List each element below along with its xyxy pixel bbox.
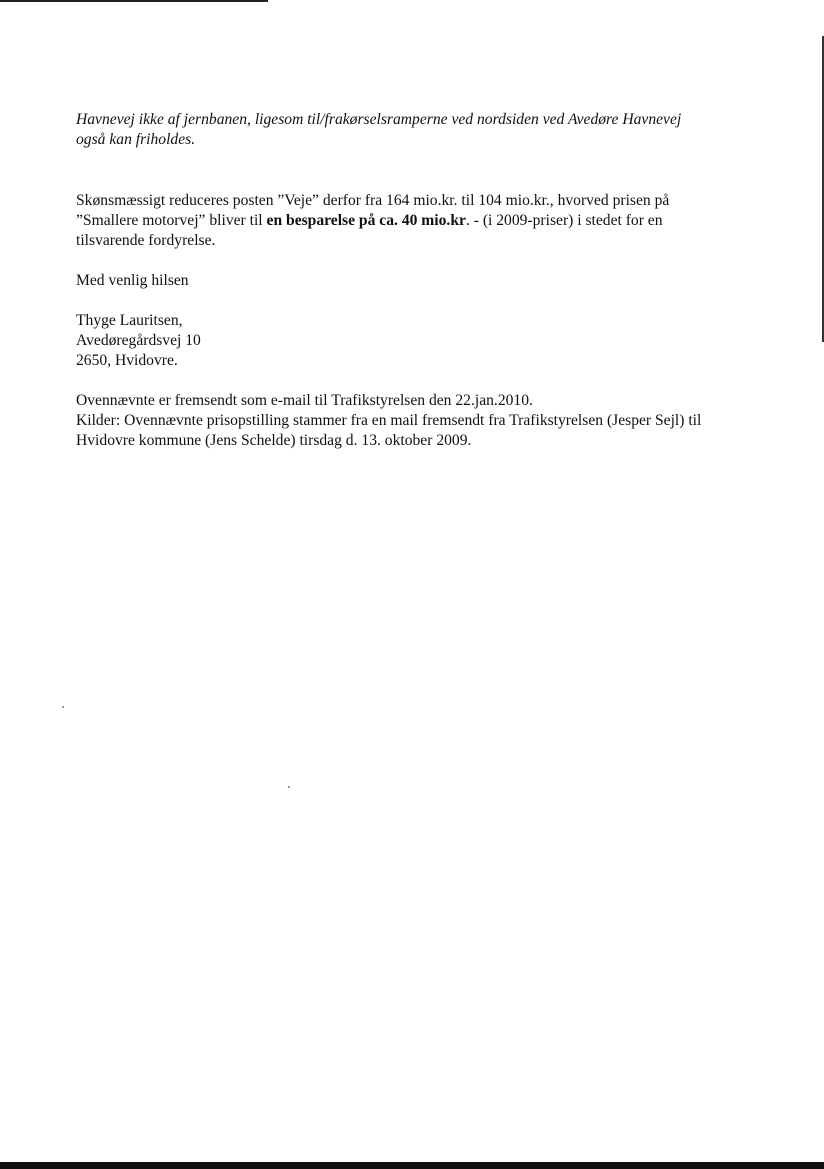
savings-line-2-post: . - (i 2009-priser) i stedet for en bbox=[465, 212, 663, 229]
sender-street: Avedøregårdsvej 10 bbox=[76, 332, 201, 349]
greeting: Med venlig hilsen bbox=[76, 272, 189, 289]
letter-body bbox=[76, 110, 766, 471]
scan-speck bbox=[62, 706, 64, 708]
footer-notes bbox=[76, 391, 766, 451]
sender-city: 2650, Hvidovre. bbox=[76, 352, 178, 369]
italic-line-1: Havnevej ikke af jernbanen, ligesom til/frakørselsramperne ved nordsiden ved Avedøre Havnevej bbox=[76, 111, 682, 128]
sender-name: Thyge Lauritsen, bbox=[76, 312, 183, 329]
footer-line-1: Ovennævnte er fremsendt som e-mail til Trafikstyrelsen den 22.jan.2010. bbox=[76, 392, 533, 409]
savings-highlight: en besparelse på ca. 40 mio.kr bbox=[266, 212, 466, 229]
savings-line-1: Skønsmæssigt reduceres posten ”Veje” derfor fra 164 mio.kr. til 104 mio.kr., hvorved prisen på bbox=[76, 192, 670, 209]
scan-edge-top bbox=[0, 0, 268, 2]
savings-line-2-pre: ”Smallere motorvej” bliver til bbox=[76, 212, 267, 229]
savings-line-3: tilsvarende fordyrelse. bbox=[76, 232, 216, 249]
footer-line-2: Kilder: Ovennævnte prisopstilling stammer fra en mail fremsendt fra Trafikstyrelsen (Jesper Sejl) til bbox=[76, 412, 702, 429]
footer-line-3: Hvidovre kommune (Jens Schelde) tirsdag d. 13. oktober 2009. bbox=[76, 432, 472, 449]
scan-edge-bottom bbox=[0, 1162, 824, 1169]
savings-line-2 bbox=[76, 211, 766, 231]
savings-paragraph bbox=[76, 191, 766, 251]
sender-block bbox=[76, 311, 766, 371]
italic-line-2: også kan friholdes. bbox=[76, 131, 196, 148]
italic-paragraph bbox=[76, 110, 766, 150]
scan-speck bbox=[288, 786, 290, 788]
